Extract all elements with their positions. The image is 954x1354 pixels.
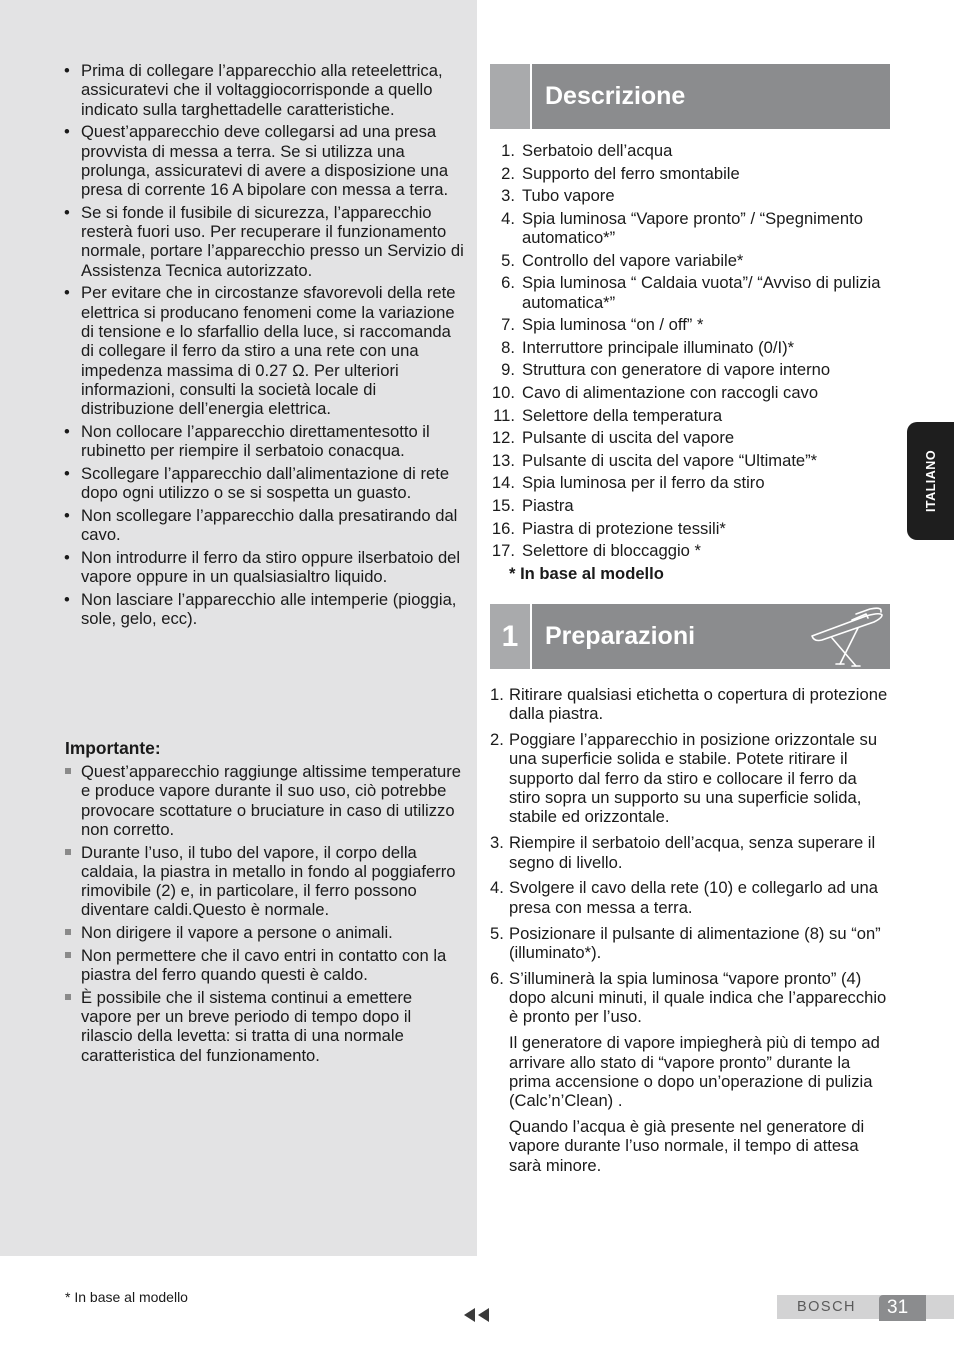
descrizione-note: * In base al modello (509, 564, 664, 583)
item-text: Interruttore principale illuminato (0/I)* (522, 337, 795, 357)
item-text: Pulsante di uscita del vapore “Ultimate”* (522, 450, 818, 470)
item-text: Spia luminosa “ Caldaia vuota”/ “Avviso di pulizia automatica*” (522, 273, 881, 312)
item-text: Tubo vapore (522, 186, 615, 206)
step-number: 1. (490, 685, 504, 704)
step-number: 3. (490, 833, 504, 853)
item-text: Piastra (522, 495, 574, 515)
safety-bullet: • Scollegare l’apparecchio dall’alimentazione di rete dopo ogni utilizzo o se si sospetta un guasto. (62, 464, 466, 503)
safety-bullet: • Non collocare l’apparecchio direttamentesotto il rubinetto per riempire il serbatoio conacqua. (62, 422, 466, 461)
important-item: Non permettere che il cavo entri in contatto con la piastra del ferro quando questi è caldo. (62, 946, 466, 985)
safety-bullet: • Non introdurre il ferro da stiro oppure ilserbatoio del vapore oppure in un qualsiasialtro liquido. (62, 548, 466, 587)
descrizione-list (490, 141, 890, 564)
descrizione-item (490, 383, 890, 402)
item-number: 13. (491, 450, 515, 470)
preparazioni-header (490, 604, 890, 669)
safety-bullet-list (62, 61, 466, 632)
item-number: 15. (491, 495, 515, 515)
language-tab (907, 422, 954, 540)
item-text: Struttura con generatore di vapore interno (522, 360, 831, 380)
step-text: Posizionare il pulsante di alimentazione (8) su “on” (illuminato*). (509, 923, 881, 962)
item-number: 2. (501, 163, 515, 183)
descrizione-item (490, 338, 890, 357)
item-text: Serbatoio dell’acqua (522, 141, 673, 160)
step-text: Quando l’acqua è già presente nel generatore di vapore durante l’uso normale, il tempo di attesa sarà minore. (509, 1116, 865, 1175)
item-number: 1. (501, 141, 515, 160)
preparazioni-step (490, 924, 892, 963)
descrizione-item (490, 519, 890, 538)
step-text: Svolgere il cavo della rete (10) e collegarlo ad una presa con messa a terra. (509, 878, 878, 917)
item-number: 5. (501, 250, 515, 270)
header-divider (530, 604, 532, 669)
important-heading: Importante: (65, 738, 161, 758)
descrizione-item (490, 473, 890, 492)
item-number: 17. (491, 541, 515, 561)
item-text: Supporto del ferro smontabile (522, 163, 740, 183)
descrizione-item (490, 315, 890, 334)
preparazioni-step (490, 969, 892, 1175)
step-text: Il generatore di vapore impiegherà più di tempo ad arrivare allo stato di “vapore pronto” durante la prima accensione o dopo un’operazione di pulizia (Calc’n’Clean) . (509, 1033, 880, 1111)
descrizione-number-box (490, 64, 530, 129)
important-item: Non dirigere il vapore a persone o animali. (62, 923, 466, 942)
item-number: 12. (491, 428, 515, 448)
safety-bullet: • Per evitare che in circostanze sfavorevoli della rete elettrica si producano fenomeni come la variazione di tensione e lo sfarfallio della luce, si raccomanda di collegare il ferro da stiro a una rete con una impedenza massima di 0.27 Ω. Per ulteriori informazioni, consulti la società locale di distribuzione dell’energia elettrica. (62, 283, 466, 418)
descrizione-item (490, 428, 890, 447)
preparazioni-step (490, 833, 892, 872)
item-text: Cavo di alimentazione con raccogli cavo (522, 382, 819, 402)
descrizione-item (490, 164, 890, 183)
language-tab-label: ITALIANO (923, 449, 938, 513)
step-number: 6. (490, 968, 504, 988)
preparazioni-list (490, 685, 892, 1181)
item-text: Controllo del vapore variabile* (522, 250, 744, 270)
step-number: 5. (490, 923, 504, 943)
important-list (62, 762, 466, 1068)
page-number: 31 (879, 1295, 926, 1321)
preparazioni-title: Preparazioni (545, 622, 696, 650)
item-number: 7. (501, 315, 515, 335)
item-number: 11. (493, 405, 515, 425)
safety-bullet: • Non scollegare l’apparecchio dalla presatirando dal cavo. (62, 506, 466, 545)
ironing-board-icon (808, 606, 888, 668)
item-number: 14. (491, 473, 515, 493)
preparazioni-step (490, 730, 892, 826)
item-text: Pulsante di uscita del vapore (522, 428, 735, 448)
double-chevron-left-icon[interactable] (463, 1306, 493, 1324)
step-text: Poggiare l’apparecchio in posizione orizzontale su una superficie solida e stabile. Potete ritirare il supporto dal ferro da stiro e collocare il ferro da stiro sopra un supporto su una superficie solida, stabile ed orizzontale. (509, 730, 878, 827)
item-number: 4. (501, 208, 515, 228)
descrizione-title: Descrizione (545, 82, 686, 110)
descrizione-item (490, 186, 890, 205)
item-number: 3. (501, 186, 515, 206)
descrizione-item (490, 273, 890, 312)
safety-bullet: • Quest’apparecchio deve collegarsi ad una presa provvista di messa a terra. Se si utilizza una prolunga, assicuratevi di avere a disposizione una presa di corrente 16 A bipolare con messa a terra. (62, 122, 466, 199)
descrizione-item (490, 251, 890, 270)
descrizione-item (490, 406, 890, 425)
item-number: 8. (501, 337, 515, 357)
descrizione-item (490, 141, 890, 160)
preparazioni-step (490, 685, 892, 724)
descrizione-item (490, 360, 890, 379)
step-text: S’illuminerà la spia luminosa “vapore pronto” (4) dopo alcuni minuti, il quale indica che l’apparecchio è pronto per l’uso. (509, 968, 887, 1027)
descrizione-item (490, 496, 890, 515)
step-text: Riempire il serbatoio dell’acqua, senza superare il segno di livello. (509, 833, 876, 872)
footnote: * In base al modello (65, 1289, 188, 1305)
descrizione-header (490, 64, 890, 129)
preparazioni-number: 1 (490, 604, 530, 669)
item-number: 10. (491, 382, 515, 402)
step-number: 2. (490, 730, 504, 750)
item-number: 9. (501, 360, 515, 380)
safety-bullet: • Prima di collegare l’apparecchio alla reteelettrica, assicuratevi che il voltaggiocorrisponde a quello indicato sulla targhettadelle caratteristiche. (62, 61, 466, 119)
safety-bullet: • Non lasciare l’apparecchio alle intemperie (pioggia, sole, gelo, ecc). (62, 590, 466, 629)
item-text: Selettore di bloccaggio * (522, 541, 701, 561)
important-item: È possibile che il sistema continui a emettere vapore per un breve periodo di tempo dopo il rilascio della levetta: si tratta di una normale caratteristica del funzionamento. (62, 988, 466, 1065)
item-text: Spia luminosa per il ferro da stiro (522, 473, 765, 493)
important-item: Durante l’uso, il tubo del vapore, il corpo della caldaia, la piastra in metallo in fondo al poggiaferro rimovibile (2) e, in particolare, il ferro possono diventare caldi.Questo è normale. (62, 843, 466, 920)
header-divider (530, 64, 532, 129)
item-number: 16. (491, 518, 515, 538)
item-text: Spia luminosa “Vapore pronto” / “Spegnimento automatico*” (522, 208, 863, 248)
important-item: Quest’apparecchio raggiunge altissime temperature e produce vapore durante il suo uso, ciò potrebbe provocare scottature o bruciature in caso di utilizzo non corretto. (62, 762, 466, 839)
item-number: 6. (501, 273, 515, 293)
step-text: Ritirare qualsiasi etichetta o copertura di protezione dalla piastra. (509, 685, 888, 724)
step-number: 4. (490, 878, 504, 898)
item-text: Spia luminosa “on / off” * (522, 315, 704, 335)
safety-bullet: • Se si fonde il fusibile di sicurezza, l’apparecchio resterà fuori uso. Per recuperare il funzionamento normale, portare l’apparecchio presso un Servizio di Assistenza Tecnica autorizzato. (62, 203, 466, 280)
descrizione-item (490, 451, 890, 470)
item-text: Piastra di protezione tessili* (522, 518, 726, 538)
preparazioni-step (490, 878, 892, 917)
descrizione-item (490, 541, 890, 560)
item-text: Selettore della temperatura (522, 405, 723, 425)
brand-label: BOSCH (796, 1299, 857, 1315)
descrizione-item (490, 209, 890, 248)
